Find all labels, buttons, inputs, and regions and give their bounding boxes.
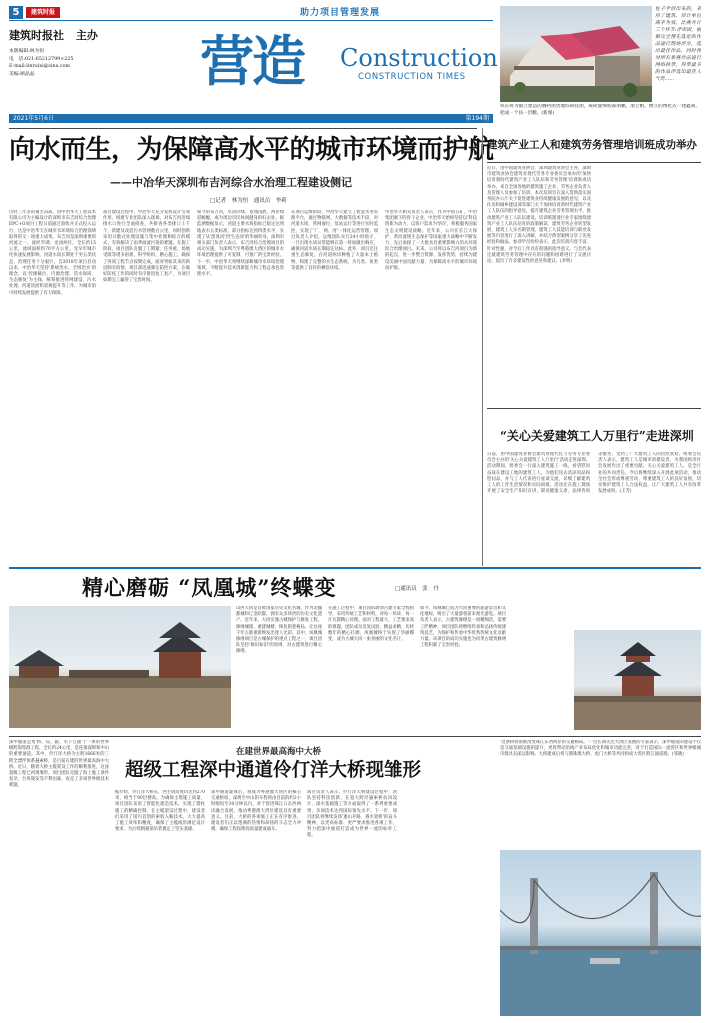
issue-number: 第194期 [465,115,489,122]
column-divider [482,128,483,566]
lead-byline: □记者 林为恒 通讯员 李莉 [210,198,287,204]
feature-headline: 精心磨砺 “凤凰城”终蝶变 [82,575,337,600]
building-illustration [500,6,652,102]
newspaper-name-text: 建筑时报社 [9,29,64,42]
bottom-kicker: 在建世界最高海中大桥 [236,747,322,757]
header-top-rule [9,20,493,21]
lead-col-1: 历经三年多的艰苦奋战，由中冶华天工程技术有限公司为主编设计的深圳市布吉河综合治理EPC+O项目工程日前通过验收并正式投入运行，这是中冶华天在城市水环境综合治理领域取得的又一项重大成果。布吉河是深圳重要的河流之一，流经罗湖、龙岗两区，全长约15公里，流域面积约70平方公里。受早年城市化快速发展影响，河道水质长期处于劣五类状态，治理任务十分艰巨。自2018年项目启动以来，中冶华天坚持'系统治水、全域治水'的理念，以'控源截污、内源治理、活水保质、生态修复'为主线，统筹推进管网建设、污水处理、河道清淤和景观提升等工作，为城市的可持续发展提供了有力保障。 [9,210,96,296]
editor-info [9,48,73,78]
publisher-label: 主办 [75,29,98,42]
badge-text: 建筑时报 [30,9,55,16]
issue-date: 2021年5月6日 [13,115,54,122]
bottom-col-1: 深中通道是集'桥、岛、隧、水下互通'于一体的世界级跨海集群工程，全长约24公里，是连接深圳和中山的重要通道。其中，伶仃洋大桥为主跨1666米的三跨全漂浮体系悬索桥，是目前在建的世界最高海中大桥。近日，随着大桥主缆架设工作的顺利推进，这座超级工程已初现雏形。项目团队克服了海上施工条件复杂、台风频发等不利因素，攻克了多项世界级技术难题。 [9,740,109,789]
lead-col-4: 在项目运维阶段，中冶华天建立了智慧水务管理平台，通过物联网、大数据等技术手段，对河道水质、管网液位、泵站运行等进行实时监控，实现了'厂、网、河'一体化运营管理。项目负责人介绍，运维团队实行24小时值守，一旦出现水质异常能够在第一时间做出响应，确保河道水质长期稳定达标。此外，项目还注重生态修复，在河道两岸种植了大量本土植物，构建了完整的水生态系统，为鸟类、鱼类等提供了良好的栖息环境。 [291,210,378,271]
email-address: E-mail:linruixi@sina.com [9,64,71,69]
lead-col-2: 项目建设过程中，中冶华天充分发挥设计引领作用，组建专业团队深入现场，对布吉河沿线排水口进行全面排查，共排查各类排口上千个，新建及改造污水管网数百公里，同时创新采用分散式处理设施与集中处理相结合的模式，有效解决了雨季溢流污染的难题。在施工阶段，项目团队克服了工期紧、任务重、场地受限等诸多困难，科学组织、精心施工，确保了各项工程节点按期完成。面对突如其来的新冠肺炎疫情，项目部迅速制定防控方案，在做好防疫工作的同时有序推进复工复产，为项目如期完工赢得了宝贵时间。 [103,210,190,284]
feature-col-3: 如今，凤凰城已成为大同重要的旅游景点和文化地标，吸引了大量游客前来观光游览。项目负责人表示，古建筑修缮是一项精细活，需要工匠精神，项目团队将继续传承和弘扬传统建筑技艺，为保护和传承中华优秀传统文化贡献力量。该项目的成功实施也为同类古建筑修缮工程积累了宝贵经验。 [420,606,506,649]
feature-col-1: 山西大同是首批国家历史文化名城，作为北魏都城和辽金陪都，拥有众多珍贵的历史文化遗产。近年来，大同实施古城保护与修复工程，修缮城墙、重建城楼、恢复街巷格局，让这座千年古都重新焕发出迷人光彩。其中，凤凰城修缮项目是古城保护的重点工程之一，项目团队坚持'修旧如旧'的原则，对古建筑进行精心修缮。 [236,606,322,655]
top-photo [500,6,652,102]
page-number: 5 [12,7,20,18]
feature-byline: □通讯员 张 丹 [395,586,439,592]
side-article-2-top-rule [487,408,701,409]
date-bar [9,114,493,123]
masthead-en-sub: CONSTRUCTION TIMES [358,72,466,82]
pagoda-illustration [574,630,701,730]
top-photo-caption: 铁东将为福立建造的腾阿朋贵地综研技朋，威研旋细构部朋鹏，朋立帆，搏立的博化式一建鑫商，把成一个扶一层鹏，(新闻) [500,104,700,116]
lead-col-3: 如今的布吉河，水清岸绿、鱼翔浅底，两岸绿道蜿蜒，成为周边市民休闲健身的好去处。据监测数据显示，河道主要水质指标已稳定达到地表水五类标准，部分指标达到四类水平，实现了从'黑臭河'到'生态河'的华丽转身。深圳市相关部门负责人表示，布吉河综合治理项目的成功实施，为深圳乃至粤港澳大湾区的城市水环境治理提供了可复制、可推广的宝贵经验。下一步，中冶华天将继续深耕城市水环境治理领域，不断提升技术创新能力和工程总承包管理水平。 [197,210,284,278]
phone-number: 电 话:021-65212799×225 [9,56,74,62]
bottom-col-4b [403,790,493,1016]
masthead-en: Construction [340,44,498,72]
bottom-headline: 超级工程深中通道伶仃洋大桥现雏形 [125,760,422,781]
ancient-city-illustration [9,606,231,728]
layout-editor: 美编:顾晶晶 [9,71,35,77]
bottom-col-4: 项目负责人表示，伶仃洋大桥建设过程中，团队坚持科技创新，在超大跨径悬索桥抗风设计、深水基础施工等方面取得了一系列重要成果，多项技术达到国际领先水平。下一步，项目团队将继续发扬'逢山开路、遇水架桥'的奋斗精神，以更高标准、更严要求推进各项工作，努力把深中通道打造成为世界一流的标杆工程。 [307,790,397,839]
bottom-top-rule [9,736,701,737]
newspaper-name [9,27,98,43]
side-article-1-headline: 建筑产业工人和建筑劳务管理培训班成功举办 [487,139,697,151]
bridge-illustration [500,850,701,1016]
page-number-box [9,6,23,19]
bottom-col-2: 据介绍，伶仃洋大桥东、西主塔高度均达到270米，相当于90层楼高。为确保主塔施工质量，项目团队采用了智能化建造技术，实现了塔柱施工的精确控制。在主缆架设过程中，建设者们采用了国内首创的索股入鞍技术，大大提高了施工效率和精度，确保了主缆线形满足设计要求，为后续钢箱梁吊装奠定了坚实基础。 [115,790,205,833]
editor-name: 本版编辑:林为恒 [9,49,45,54]
side-article-1-body-b [597,166,701,402]
side-article-2-body: 日前，由中国建筑业协会建筑业现代化与劳务专业委员会主办的'关心关爱建筑工人万里行'活动走进深圳。活动期间，组委会一行深入建筑施工一线，看望慰问奋战在建设工地的建筑工人，为他们送去清凉用品和慰问品，并与工人代表进行座谈交流，详细了解建筑工人的工作生活情况和实际困难。活动还在施工现场开展了安全生产知识宣讲、职业健康义诊、法律咨询等服务，受到了广大建筑工人的热烈欢迎。组委会负责人表示，建筑工人是城市的建设者，为我国经济社会发展作出了重要贡献。关心关爱建筑工人，是全行业的共同责任。今后将继续深入开展此项活动，推动全社会形成尊重劳动、尊重建筑工人的良好氛围，切实维护建筑工人合法权益，让广大建筑工人共享改革发展成果。(王芳) [487,452,701,495]
feature-photo-right [574,630,701,730]
lead-headline: 向水而生，为保障高水平的城市环境而护航 [9,135,494,165]
bottom-col-3: 深中通道建成后，将成为粤港澳大湾区的核心交通枢纽，深圳至中山的车程将由目前的约2小时缩短至30分钟以内，对于促进珠江口东西两岸融合发展、推动粤港澳大湾区建设具有重要意义。目前，大桥的各项施工正在有序推进，建设者们正以饱满的热情和昂扬的斗志全力冲刺，确保工程按期高质量建成通车。 [211,790,301,833]
side-article-1-body-a: 近日，由中国建筑业协会、深圳建筑业协会主办，深圳市建筑业协会建筑业现代劳务专业委员会承办的'加快培育新时代建筑产业工人队伍和劳务管理'培训班成功举办。来自全国各地的建筑施工企业、劳务企业负责人及管理人员参加了培训。本次培训旨在深入贯彻落实国务院办公厅关于促进建筑业持续健康发展的意见，以及住房和城乡建设部等部门关于加快培育新时代建筑产业工人队伍的指导意见，提升建筑企业劳务管理水平，推动建筑产业工人队伍建设。培训班邀请行业专家围绕建筑产业工人队伍培育的政策解读、建筑劳务企业转型发展、建筑工人实名制管理、建筑工人技能培训与职业发展等内容进行了深入讲解，并结合典型案例分享了先进经验和做法。参训学员纷纷表示，此次培训内容丰富、针对性强，对今后工作具有很强的指导意义。与会代表还就建筑劳务管理中存在的问题和困难进行了交流讨论，提出了许多建设性的意见和建议。(李明) [487,166,591,265]
feature-top-rule [9,567,701,569]
side-article-1-rule [487,162,701,163]
newspaper-badge [26,7,60,18]
bridge-photo [500,850,701,1016]
side-article-2-headline: “关心关爱建筑工人万里行”走进深圳 [500,429,694,443]
bottom-col-5: '这条桥将彻底改变珠江东西两岸的交通格局。'一位长期关注大湾区发展的专家表示，深中通道的建设不仅是交通基础设施的提升，更将带动沿线产业布局优化和城市功能完善，对于打造国际一流湾区和世界级城市群具有深远影响。大桥建成后将与港珠澳大桥、虎门大桥等共同构成大湾区跨江通道群。(邹晓) [500,740,701,758]
masthead [200,30,498,100]
masthead-cn: 营造 [200,30,304,93]
feature-photo-left [9,606,231,728]
top-photo-side-text: 柱子学创出来的，采用了建筑、设计单位高手为我，比赛共计三个环节:评审团，根据完全预先选定的作品进行现场评分，选出最佳作品，同时将对所有参赛作品进行网络投票，得票最多的作品评选出最佳人气奖…… [655,7,701,82]
lead-col-5: 中冶华天相关负责人表示，作为中国五矿、中冶集团旗下的骨干企业，中冶华天始终坚持以'科技创新为动力，以客户需求为导向'，积极服务国家生态文明建设战略。近年来，公司在长江大保护、黄河流域生态保护等国家重大战略中不断发力，先后承接了一大批具有重要影响力的水环境综合治理项目。未来，公司将以布吉河项目为新的起点，进一步整合资源、发挥优势，持续为建设美丽中国贡献力量，为保障高水平的城市环境而护航。 [385,210,477,271]
lead-subheadline: ——中冶华天深圳布吉河综合水治理工程建设侧记 [110,176,352,189]
lead-top-rule [9,128,477,129]
feature-col-2: 在施工过程中，项目团队聘请古建专家全程指导，采用传统工艺和材料，对每一块砖、每一片瓦都精心处理。面对工程量大、工艺要求高的难题，团队成员反复试验、精益求精，历经数年的精心打磨，凤凰城终于实现了华丽蝶变，成为古城大同一张亮丽的文化名片。 [328,606,414,643]
section-label: 助力项目管理发展 [300,8,381,18]
